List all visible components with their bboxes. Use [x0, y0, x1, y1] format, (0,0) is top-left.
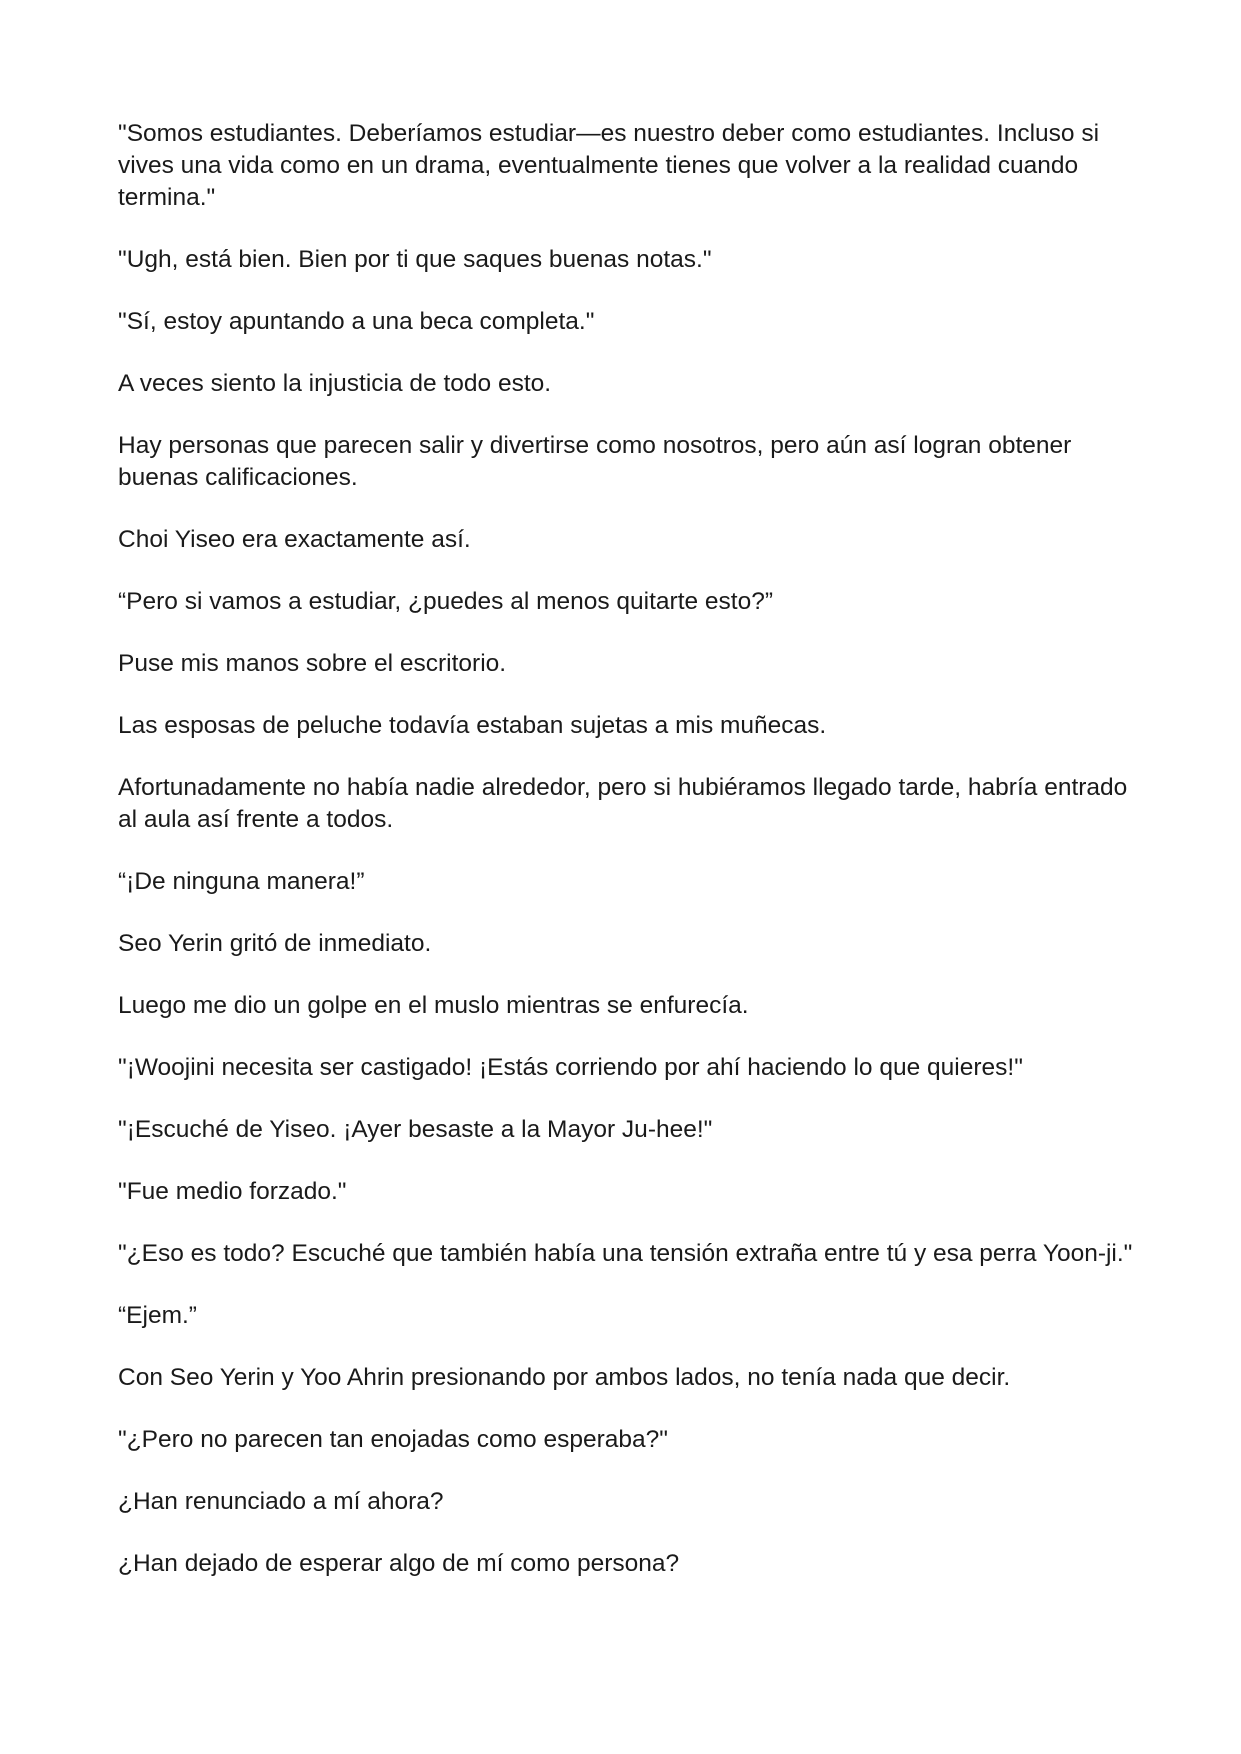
paragraph: Luego me dio un golpe en el muslo mientras se enfurecía. [118, 992, 749, 1019]
paragraph: "Fue medio forzado." [118, 1178, 347, 1205]
paragraph: "¿Pero no parecen tan enojadas como esperaba?" [118, 1426, 668, 1453]
paragraph: Hay personas que parecen salir y divertirse como nosotros, pero aún así logran obtener buenas calificaciones. [118, 432, 1072, 491]
paragraph: "¿Eso es todo? Escuché que también había una tensión extraña entre tú y esa perra Yoon-ji." [118, 1240, 1133, 1267]
paragraph: ¿Han dejado de esperar algo de mí como persona? [118, 1550, 680, 1577]
paragraph: "Ugh, está bien. Bien por ti que saques buenas notas." [118, 246, 712, 273]
paragraph: Seo Yerin gritó de inmediato. [118, 930, 432, 957]
paragraph: “Pero si vamos a estudiar, ¿puedes al menos quitarte esto?” [118, 588, 774, 615]
paragraph: Choi Yiseo era exactamente así. [118, 526, 471, 553]
paragraph: “Ejem.” [118, 1302, 197, 1329]
paragraph: Las esposas de peluche todavía estaban sujetas a mis muñecas. [118, 712, 827, 739]
paragraph: Afortunadamente no había nadie alrededor, pero si hubiéramos llegado tarde, habría entrado al aula así frente a todos. [118, 774, 1128, 833]
paragraph: "Sí, estoy apuntando a una beca completa." [118, 308, 595, 335]
paragraph: "¡Escuché de Yiseo. ¡Ayer besaste a la Mayor Ju-hee!" [118, 1116, 713, 1143]
paragraph: Puse mis manos sobre el escritorio. [118, 650, 507, 677]
paragraph: A veces siento la injusticia de todo esto. [118, 370, 552, 397]
paragraph: ¿Han renunciado a mí ahora? [118, 1488, 444, 1515]
document-body [118, 118, 1138, 1610]
paragraph: "¡Woojini necesita ser castigado! ¡Estás corriendo por ahí haciendo lo que quieres!" [118, 1054, 1023, 1081]
paragraph: “¡De ninguna manera!” [118, 868, 365, 895]
paragraph: "Somos estudiantes. Deberíamos estudiar—es nuestro deber como estudiantes. Incluso si vives una vida como en un drama, eventualmente tienes que volver a la realidad cuando termina." [118, 120, 1100, 211]
paragraph: Con Seo Yerin y Yoo Ahrin presionando por ambos lados, no tenía nada que decir. [118, 1364, 1011, 1391]
